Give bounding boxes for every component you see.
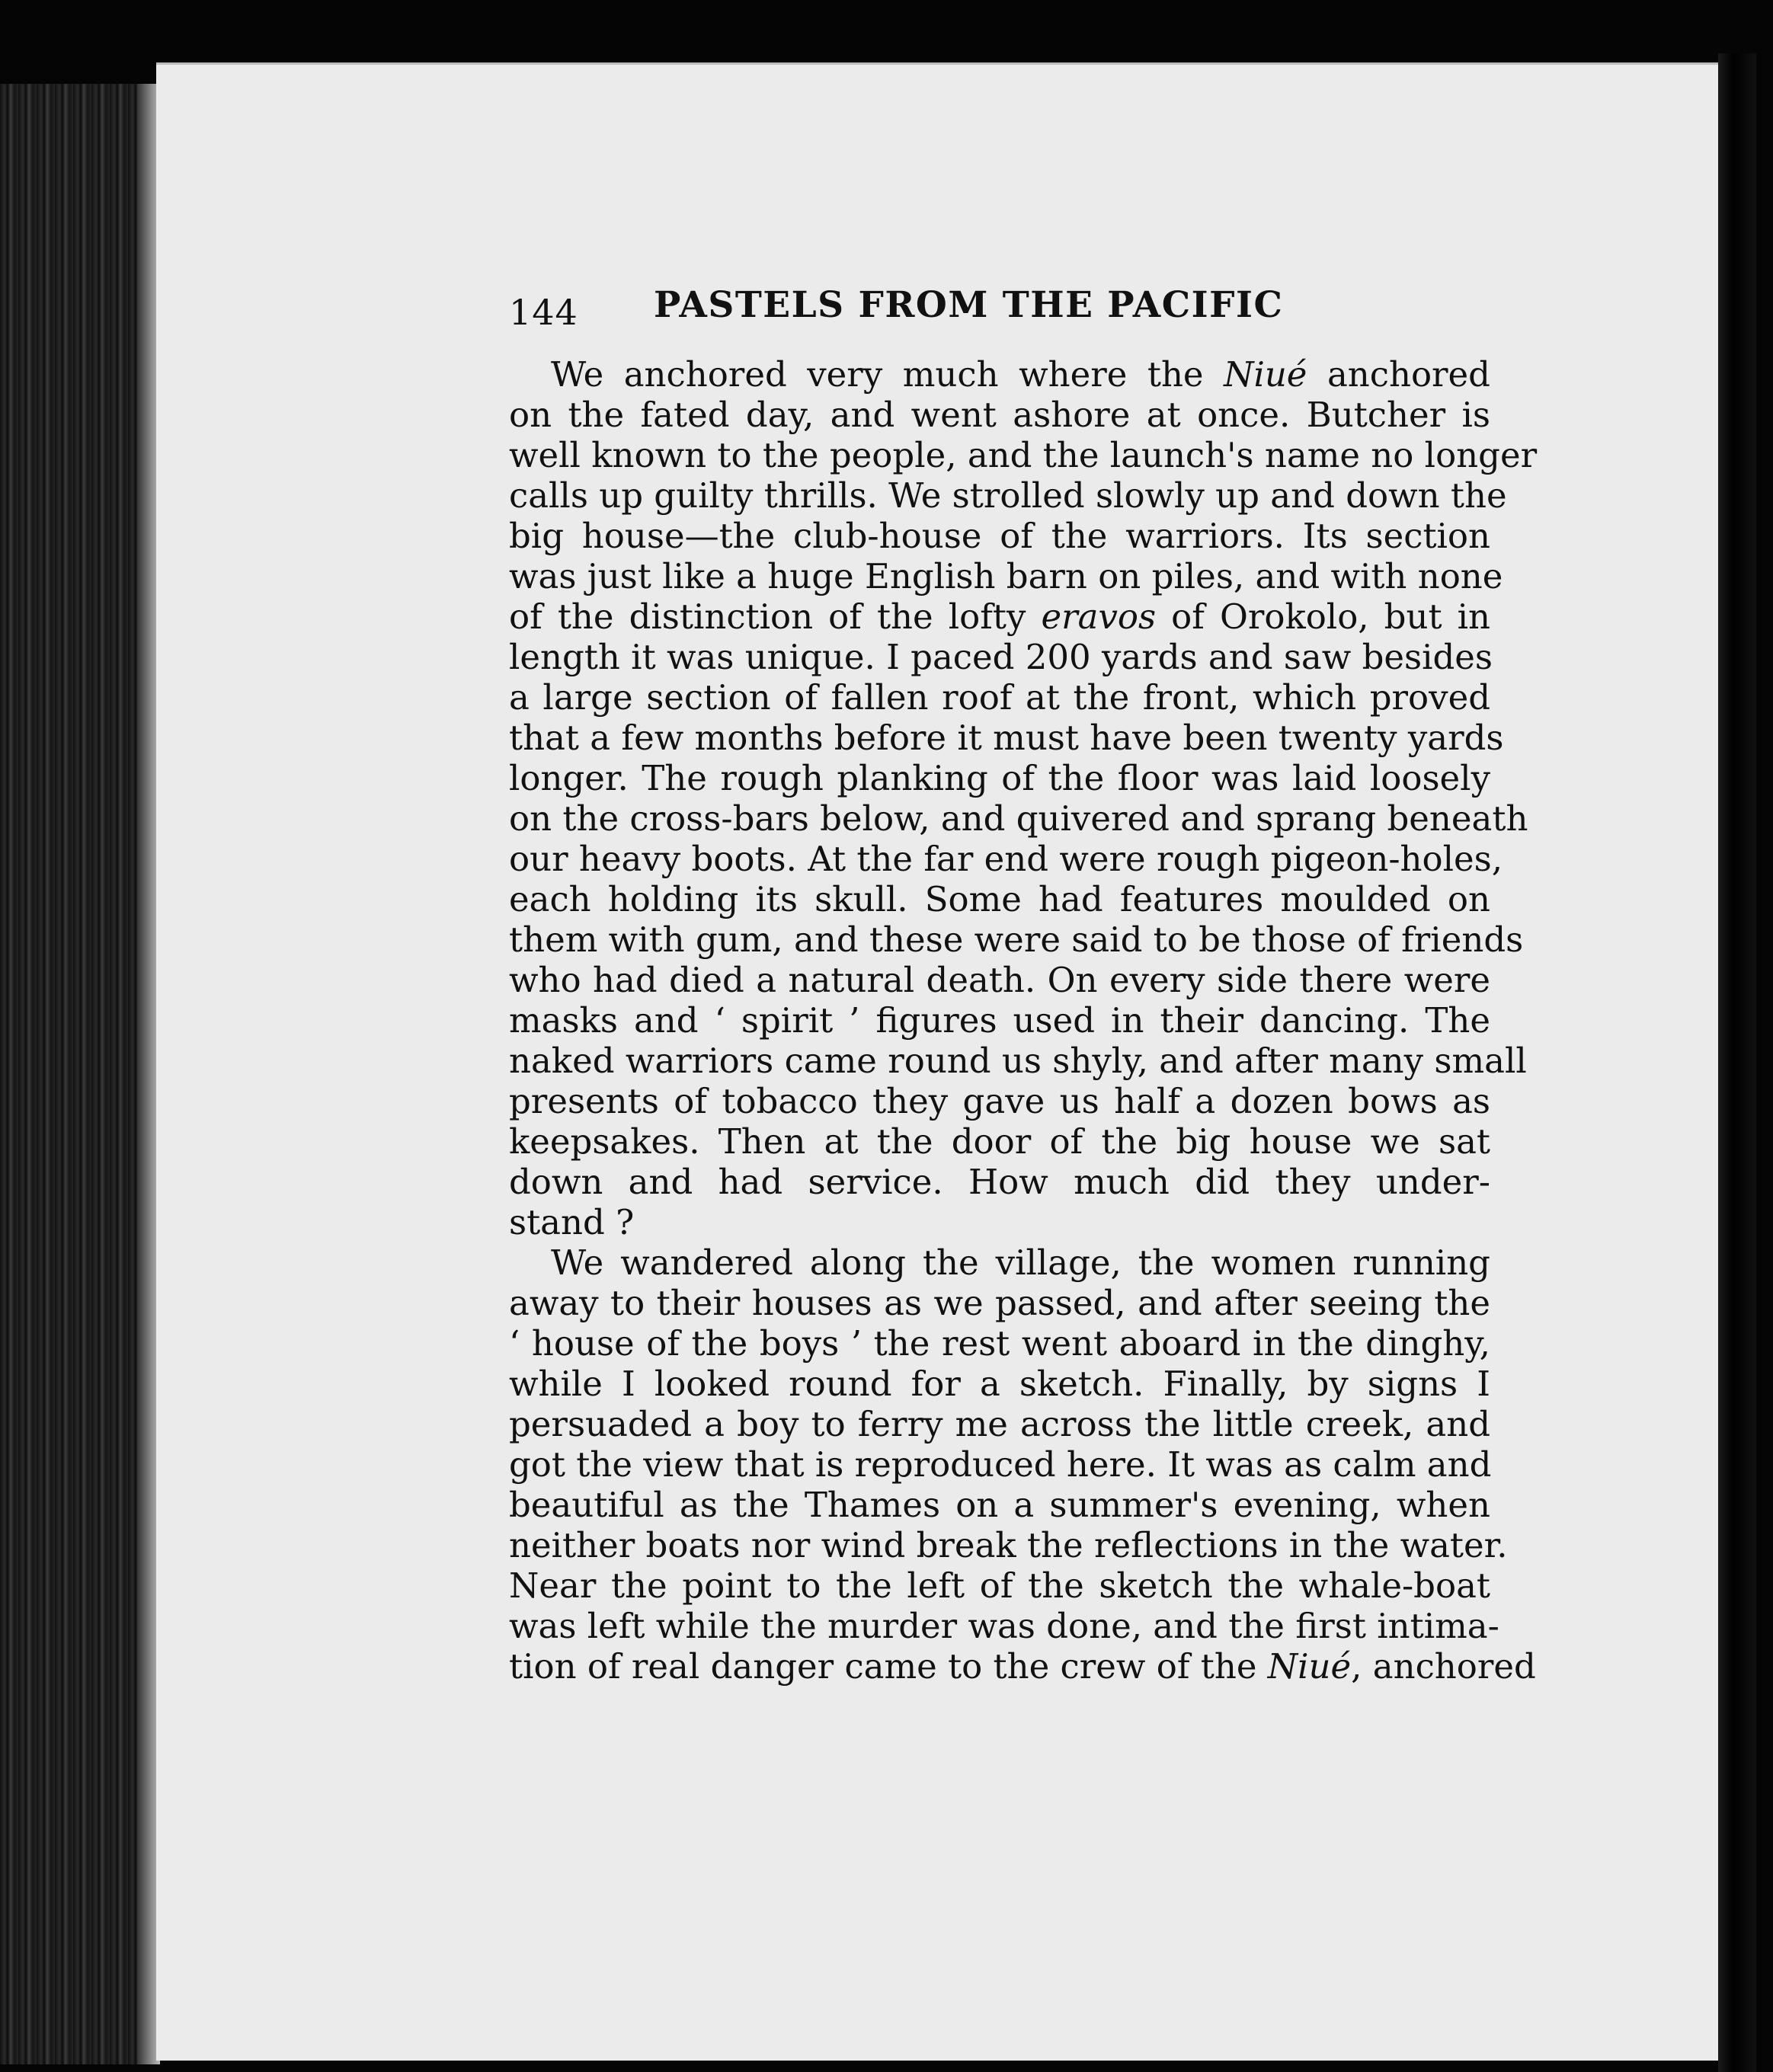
text-line: stand ? — [509, 1202, 635, 1242]
text-line: who had died a natural death. On every side there were — [509, 960, 1490, 1000]
text-line: We anchored very much where the Niué anchored — [551, 354, 1490, 395]
text-line: while I looked round for a sketch. Finally, by signs I — [509, 1364, 1490, 1404]
italic-name: Niué — [1224, 354, 1307, 395]
text-line: ‘ house of the boys ’ the rest went aboard in the dinghy, — [509, 1323, 1490, 1364]
text-line: tion of real danger came to the crew of the Niué, anchored — [509, 1646, 1536, 1687]
text-line: beautiful as the Thames on a summer's evening, when — [509, 1485, 1490, 1525]
text-line: masks and ‘ spirit ’ figures used in their dancing. The — [509, 1000, 1490, 1041]
text-line: length it was unique. I paced 200 yards and saw besides — [509, 637, 1493, 677]
text-line: on the cross-bars below, and quivered and sprang beneath — [509, 798, 1528, 839]
text-line: got the view that is reproduced here. It was as calm and — [509, 1444, 1492, 1485]
book-page-edges — [0, 84, 160, 2064]
text-line: down and had service. How much did they under- — [509, 1162, 1490, 1202]
page-number: 144 — [509, 292, 578, 333]
text-line: We wandered along the village, the women running — [551, 1242, 1490, 1283]
text-line: persuaded a boy to ferry me across the little creek, and — [509, 1404, 1490, 1444]
text-line: naked warriors came round us shyly, and after many small — [509, 1041, 1527, 1081]
text-line: a large section of fallen roof at the front, which proved — [509, 677, 1490, 718]
italic-name: eravos — [1041, 596, 1157, 637]
text-line: was just like a huge English barn on piles, and with none — [509, 556, 1503, 596]
text-line: on the fated day, and went ashore at once. Butcher is — [509, 395, 1490, 435]
text-line: each holding its skull. Some had features moulded on — [509, 879, 1490, 919]
text-line: Near the point to the left of the sketch the whale-boat — [509, 1565, 1490, 1606]
text-line: neither boats nor wind break the reflections in the water. — [509, 1525, 1508, 1565]
text-line: our heavy boots. At the far end were rough pigeon-holes, — [509, 839, 1503, 879]
text-line: big house—the club-house of the warriors. Its section — [509, 516, 1490, 556]
text-line: them with gum, and these were said to be those of friends — [509, 919, 1524, 960]
page-header — [509, 278, 1499, 331]
italic-name: Niué — [1267, 1646, 1352, 1687]
text-line: was left while the murder was done, and the first intima- — [509, 1606, 1499, 1646]
text-line: presents of tobacco they gave us half a dozen bows as — [509, 1081, 1490, 1121]
text-line: that a few months before it must have been twenty yards — [509, 718, 1504, 758]
paragraph-1 — [509, 354, 1538, 1242]
text-line: of the distinction of the lofty eravos of Orokolo, but in — [509, 596, 1490, 637]
text-line: well known to the people, and the launch's name no longer — [509, 435, 1538, 475]
right-margin-shadow — [1718, 53, 1756, 2072]
running-title: PASTELS FROM THE PACIFIC — [654, 284, 1284, 326]
text-line: away to their houses as we passed, and after seeing the — [509, 1283, 1490, 1323]
text-line: keepsakes. Then at the door of the big house we sat — [509, 1121, 1490, 1162]
body-text — [509, 354, 1538, 1687]
paragraph-2 — [509, 1242, 1536, 1687]
text-line: calls up guilty thrills. We strolled slowly up and down the — [509, 475, 1507, 516]
text-line: longer. The rough planking of the floor was laid loosely — [509, 758, 1490, 798]
